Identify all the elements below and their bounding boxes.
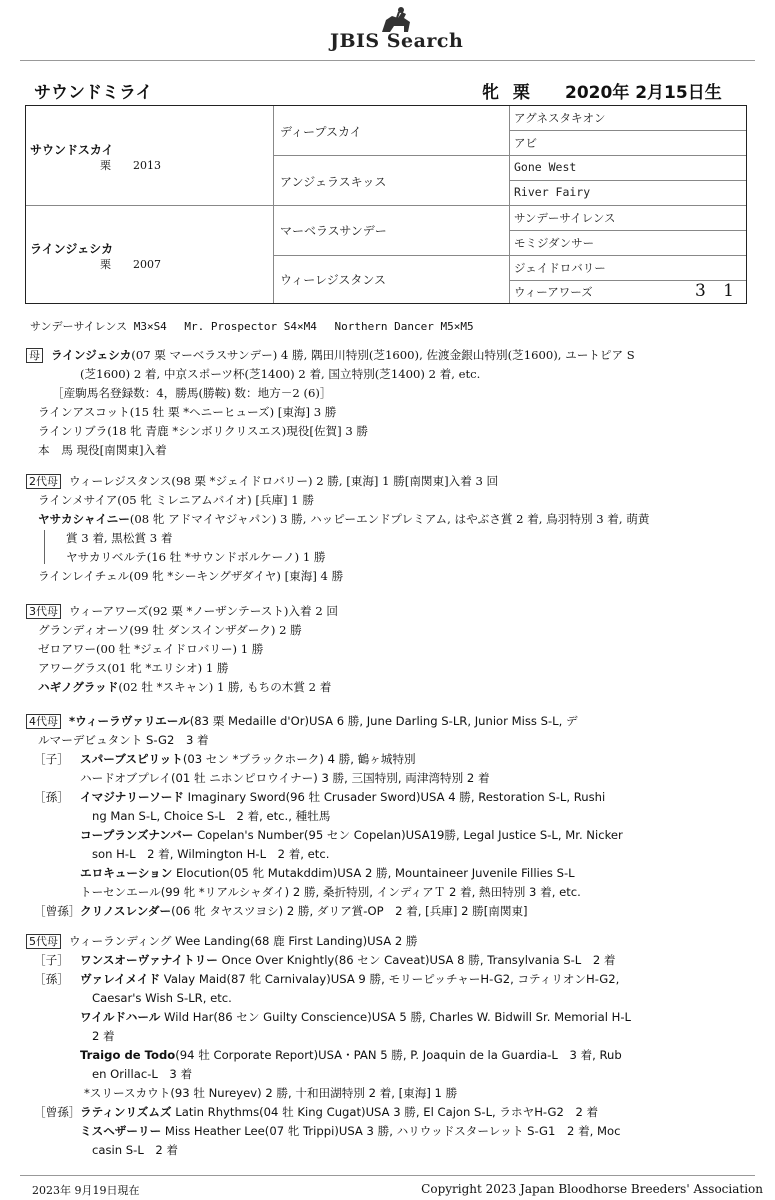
inbreeding-cross: サンデーサイレンス M3×S4 Mr. Prospector S4×M4 Northern Dancer M5×M5 [30,320,474,333]
section-tag: 3代母 [26,604,61,619]
record-text: casin S-L 2 着 [92,1143,179,1157]
horse-birth-date: 2020年 2月15日生 [565,83,722,103]
gen3-cell[interactable] [510,156,746,181]
record-text: Copelan's Number(95 セン Copelan)USA19勝, Legal Justice S-L, Mr. Nicker [193,828,623,842]
section-5th-dam [26,932,631,1160]
jbis-logo[interactable] [326,4,466,54]
progeny-item[interactable]: グランディオーソ(99 牡 ダンスインザダーク) 2 勝 [38,623,302,637]
family-number: 3 1 [694,281,740,301]
horse-link[interactable]: ヤサカシャイニー [38,512,130,526]
record-text: Elocution(05 牝 Mutakddim)USA 2 勝, Mountaineer Juvenile Fillies S-L [172,866,575,880]
top-divider [20,60,755,61]
sire-name[interactable]: サウンドスカイ [30,143,114,157]
record-text: ウィーレジスタンス(98 栗 *ジェイドロバリー) 2 勝, [東海] 1 勝[南関東]入着 3 回 [69,474,499,488]
gen3-name[interactable]: ジェイドロバリー [514,261,606,275]
section-tag: 5代母 [26,934,61,949]
horse-link[interactable]: コープランズナンバー [80,828,194,842]
pedigree-sire-cell[interactable] [26,106,274,206]
record-text: ルマーデビュタント S-G2 3 着 [38,733,209,747]
record-text: (08 牝 アドマイヤジャパン) 3 勝, ハッピーエンドプレミアム, はやぶさ賞 2 着, 鳥羽特別 3 着, 萌黄 [129,512,650,526]
horse-link[interactable]: エロキューション [80,866,173,880]
progeny-item[interactable]: ラインアスコット(15 牡 栗 *ヘニーヒューズ) [東海] 3 勝 [38,405,337,419]
horse-link[interactable]: イマジナリーソード [80,790,184,804]
pedigree-dam-cell[interactable] [26,206,274,303]
gen3-cell[interactable] [510,231,746,256]
record-text: (94 牡 Corporate Report)USA・PAN 5 勝, P. Joaquin de la Guardia-L 3 着, Rub [175,1048,622,1062]
gen3-name[interactable]: Gone West [514,160,577,174]
record-text: ng Man S-L, Choice S-L 2 着, etc., 種牡馬 [92,809,331,823]
record-text: 賞 3 着, 黒松賞 3 着 [66,531,173,545]
dam-year: 2007 [133,258,161,271]
relation-label: ［子］ [34,752,69,766]
section-tag: 母 [26,348,43,363]
horse-link[interactable]: ワンスオーヴァナイトリー [80,953,218,967]
gen3-name[interactable]: サンデーサイレンス [514,211,616,225]
horse-link[interactable]: ラティンリズムズ [80,1105,172,1119]
horse-link[interactable]: スパーブスピリット [80,752,183,766]
relation-label: ［孫］ [34,790,69,804]
progeny-item[interactable]: ハードオブプレイ(01 牡 ニホンピロウイナー) 3 勝, 三国特別, 両津湾特別 2 着 [80,771,490,785]
record-text: 2 着 [92,1029,115,1043]
section-2nd-dam [26,472,649,586]
progeny-item[interactable]: ラインリブラ(18 牝 青鹿 *シンボリクリスエス)現役[佐賀] 3 勝 [38,424,369,438]
gen3-name[interactable]: ウィーアワーズ [514,285,593,299]
footer-date: 2023年 9月19日現在 [32,1184,140,1197]
gen3-cell[interactable] [510,131,746,156]
horse-link[interactable]: クリノスレンダー [80,904,172,918]
logo-text: JBIS Search [330,30,464,52]
horse-link[interactable]: ハギノグラッド [38,680,119,694]
relation-label: ［孫］ [34,972,69,986]
horse-link[interactable]: ミスヘザーリー [80,1124,162,1138]
gen2-name[interactable]: ディープスカイ [280,125,362,139]
record-text: Valay Maid(87 牝 Carnivalay)USA 9 勝, モリーピッチャーH-G2, コティリオンH-G2, [160,972,620,986]
section-dam [26,346,635,460]
section-4th-dam [26,712,623,921]
horse-link[interactable]: ワイルドハール [80,1010,161,1024]
progeny-item[interactable]: トーセンエール(99 牝 *リアルシャダイ) 2 勝, 桑折特別, インディアＴ 2 着, 熱田特別 3 着, etc. [80,885,581,899]
progeny-summary: ［産駒馬名登録数：4，勝馬(勝鞍) 数：地方－2 (6)］ [52,386,332,400]
record-text: Miss Heather Lee(07 牝 Trippi)USA 3 勝, ハリウッドスターレット S-G1 2 着, Moc [161,1124,621,1138]
gen3-name[interactable]: アビ [514,136,537,150]
horse-link[interactable]: ラインジェシカ [51,348,132,362]
progeny-item[interactable]: ヤサカリベルテ(16 牡 *サウンドボルケーノ) 1 勝 [66,550,326,564]
progeny-item: 本 馬 現役[南関東]入着 [38,443,167,457]
section-tag: 2代母 [26,474,61,489]
gen2-cell[interactable] [274,206,510,256]
record-text: (06 牝 タヤスツヨシ) 2 勝, ダリア賞-OP 2 着, [兵庫] 2 勝[南関東] [171,904,528,918]
dam-color: 栗 [100,258,111,271]
section-tag: 4代母 [26,714,61,729]
dam-info [100,256,161,272]
gen3-cell[interactable] [510,181,746,206]
progeny-item[interactable]: アワーグラス(01 牝 *エリシオ) 1 勝 [38,661,229,675]
record-text: (83 栗 Medaille d'Or)USA 6 勝, June Darling S-LR, Junior Miss S-L, デ [189,714,578,728]
horse-link[interactable]: Traigo de Todo [80,1048,176,1062]
record-text: ウィーアワーズ(92 栗 *ノーザンテースト)入着 2 回 [69,604,338,618]
record-text: en Orillac-L 3 着 [92,1067,193,1081]
record-text: (07 栗 マーベラスサンデー) 4 勝, 隅田川特別(芝1600), 佐渡金銀山特別(芝1600), ユートピア S [131,348,635,362]
record-text: Latin Rhythms(04 牡 King Cugat)USA 3 勝, El Cajon S-L, ラホヤH-G2 2 着 [171,1105,599,1119]
gen3-name[interactable]: モミジダンサー [514,236,595,250]
horse-link[interactable]: *ウィーラヴァリエール [69,714,190,728]
relation-label: ［曾孫］ [34,904,81,918]
tree-line [44,530,45,564]
section-3rd-dam [26,602,338,697]
gen3-cell[interactable] [510,256,746,281]
record-text: ウィーランディング Wee Landing(68 鹿 First Landing)USA 2 勝 [69,934,418,948]
gen2-cell[interactable] [274,106,510,156]
record-text: Wild Har(86 セン Guilty Conscience)USA 5 勝, Charles W. Bidwill Sr. Memorial H-L [160,1010,631,1024]
gen3-cell[interactable] [510,206,746,231]
gen2-name[interactable]: アンジェラスキッス [280,175,387,189]
record-text: (02 牡 *スキャン) 1 勝, もちの木賞 2 着 [118,680,332,694]
record-text: Caesar's Wish S-LR, etc. [92,991,232,1005]
progeny-item[interactable]: ゼロアワー(00 牡 *ジェイドロバリー) 1 勝 [38,642,264,656]
gen3-name[interactable]: アグネスタキオン [514,111,606,125]
footer-copyright: Copyright 2023 Japan Bloodhorse Breeders' Association [421,1182,763,1196]
record-text: Once Over Knightly(86 セン Caveat)USA 8 勝, Transylvania S-L 2 着 [217,953,616,967]
bottom-divider [20,1175,755,1176]
relation-label: ［曾孫］ [34,1105,81,1119]
progeny-item[interactable]: ラインレイチェル(09 牝 *シーキングザダイヤ) [東海] 4 勝 [38,569,344,583]
record-text: son H-L 2 着, Wilmington H-L 2 着, etc. [92,847,330,861]
horse-link[interactable]: ヴァレイメイド [80,972,161,986]
pedigree-table [25,105,747,304]
horse-name: サウンドミライ [34,83,153,103]
gen2-name[interactable]: ウィーレジスタンス [280,273,387,287]
record-text: (芝1600) 2 着, 中京スポーツ杯(芝1400) 2 着, 国立特別(芝1400) 2 着, etc. [80,367,481,381]
record-text: (03 セン *ブラックホーク) 4 勝, 鶴ヶ城特別 [182,752,416,766]
sire-info [100,157,161,173]
sire-year: 2013 [133,159,161,172]
relation-label: ［子］ [34,953,69,967]
gen2-name[interactable]: マーベラスサンデー [280,224,387,238]
dam-name[interactable]: ラインジェシカ [30,242,114,256]
gen3-cell[interactable] [510,106,746,131]
gen2-cell[interactable] [274,156,510,206]
sire-color: 栗 [100,159,111,172]
progeny-item[interactable]: ラインメサイア(05 牝 ミレニアムバイオ) [兵庫] 1 勝 [38,493,314,507]
progeny-item[interactable]: *スリースカウト(93 牡 Nureyev) 2 勝, 十和田湖特別 2 着, [東海] 1 勝 [84,1086,458,1100]
horse-sex-color: 牝 栗 [482,83,534,103]
gen3-name[interactable]: River Fairy [514,185,591,199]
gen2-cell[interactable] [274,256,510,303]
record-text: Imaginary Sword(96 牡 Crusader Sword)USA 4 勝, Restoration S-L, Rushi [183,790,606,804]
